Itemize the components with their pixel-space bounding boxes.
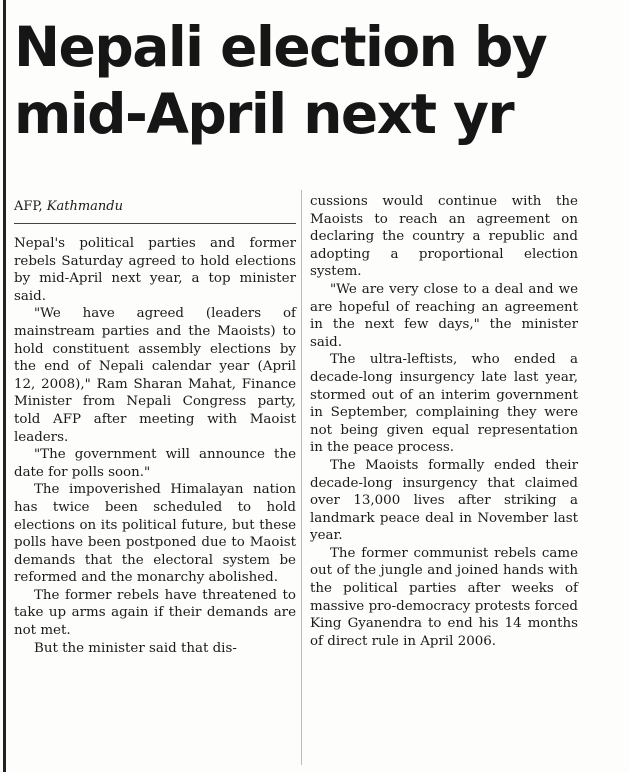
left-column [14,235,296,657]
byline [14,199,123,214]
paragraph: "We have agreed (leaders of mainstream parties and the Maoists) to hold constituent assembly elections by the end of Nepali calendar year (April 12, 2008)," Ram Sharan Mahat, Finance Minister from Nepali Congress party, told AFP after meeting with Maoist leaders. [14,306,296,445]
paragraph: The impoverished Himalayan nation has twice been scheduled to hold elections on its political future, but these polls have been postponed due to Maoist demands that the electoral system be reformed and the monarchy abolished. [14,482,296,586]
paragraph: "We are very close to a deal and we are hopeful of reaching an agreement in the next few days," the minister said. [310,281,578,350]
byline-divider [14,223,296,224]
byline-place: Kathmandu [46,199,124,214]
paragraph: Nepal's political parties and former rebels Saturday agreed to hold elections by mid-April next year, a top minister said. [14,236,296,304]
clipping-edge-rule [3,0,6,772]
paragraph: "The government will announce the date for polls soon." [14,447,296,480]
paragraph: The former communist rebels came out of the jungle and joined hands with the political parties after weeks of massive pro-democracy protests forced King Gyanendra to end his 14 months of direct rule in April 2006. [310,545,578,649]
column-divider [301,190,302,765]
paragraph: cussions would continue with the Maoists to reach an agreement on declaring the country a republic and adopting a proportional election system. [310,194,578,280]
headline-line-2: mid-April next yr [14,82,514,146]
paragraph: But the minister said that dis- [34,640,237,656]
paragraph: The ultra-leftists, who ended a decade-long insurgency late last year, stormed out of an interim government in September, complaining they were not being given equal representation in the peace process. [310,352,578,456]
paragraph: The former rebels have threatened to take up arms again if their demands are not met. [14,587,296,639]
byline-agency: AFP, [14,199,43,214]
headline [14,14,624,148]
headline-line-1: Nepali election by [14,15,547,79]
paragraph: The Maoists formally ended their decade-long insurgency that claimed over 13,000 lives after striking a landmark peace deal in November last year. [310,457,578,544]
right-column [310,193,578,650]
